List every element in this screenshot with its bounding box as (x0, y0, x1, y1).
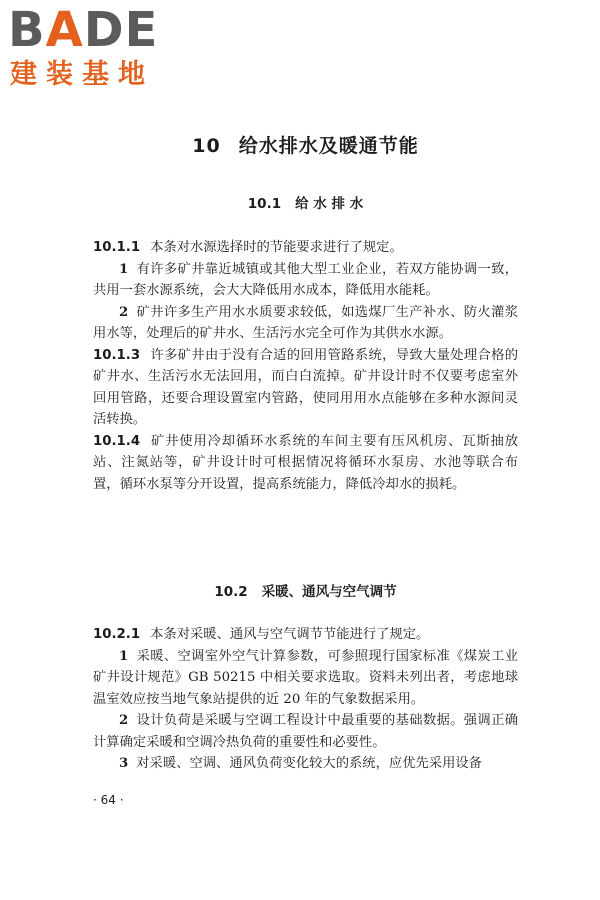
clause-item (93, 259, 518, 302)
item-number: 2 (119, 713, 129, 728)
page-number: · 64 · (93, 793, 124, 807)
section-title-text: 给 水 排 水 (295, 196, 364, 212)
section-title (93, 582, 518, 602)
clause-number: 10.2.1 (93, 627, 141, 642)
logo-subtitle: 建装基地 (10, 59, 154, 90)
logo-wordmark-part2: DE (83, 2, 159, 58)
clause (93, 237, 518, 259)
clause-number: 10.1.1 (93, 240, 141, 255)
section-body (93, 237, 518, 495)
item-text: 有许多矿井靠近城镇或其他大型工业企业，若双方能协调一致，共用一套水源系统，会大大降低用水成本，降低用水能耗。 (93, 261, 518, 298)
clause-item (93, 302, 518, 345)
clause-text: 本条对采暖、通风与空气调节节能进行了规定。 (150, 627, 430, 642)
chapter-title (93, 133, 518, 159)
clause-number: 10.1.3 (93, 347, 141, 363)
item-number: 2 (119, 304, 129, 320)
item-text: 设计负荷是采暖与空调工程设计中最重要的基础数据。强调正确计算确定采暖和空调冷热负荷的重要性和必要性。 (93, 713, 518, 750)
section-number: 10.1 (247, 196, 282, 212)
clause-item (93, 710, 518, 753)
section-body (93, 624, 518, 775)
clause-item (93, 753, 518, 775)
item-text: 矿井许多生产用水水质要求较低，如选煤厂生产补水、防火灌浆用水等，处理后的矿井水、生活污水完全可作为其供水水源。 (93, 304, 518, 341)
logo-wordmark-accent: A (45, 2, 84, 58)
chapter-number: 10 (192, 135, 221, 157)
item-text: 采暖、空调室外空气计算参数，可参照现行国家标准《煤炭工业矿井设计规范》GB 50215 中相关要求选取。资料未列出者，考虑地球温室效应按当地气象站提供的近 20 年的气象数据采用。 (93, 648, 518, 707)
clause-number: 10.1.4 (93, 433, 141, 449)
item-text: 对采暖、空调、通风负荷变化较大的系统，应优先采用设备 (136, 756, 482, 771)
item-number: 1 (119, 648, 129, 664)
clause-text: 许多矿井由于没有合适的回用管路系统，导致大量处理合格的矿井水、生活污水无法回用，而白白流掉。矿井设计时不仅要考虑室外回用管路，还要合理设置室内管路，使同用用水点能够在多种水源间灵活转换。 (93, 347, 518, 427)
logo-wordmark-part1: B (8, 2, 46, 58)
clause (93, 431, 518, 496)
clause-text: 矿井使用冷却循环水系统的车间主要有压风机房、瓦斯抽放站、注氮站等，矿井设计时可根据情况将循环水泵房、水池等联合布置，循环水泵等分开设置，提高系统能力，降低冷却水的损耗。 (93, 433, 518, 492)
clause (93, 345, 518, 431)
item-number: 3 (119, 756, 129, 771)
chapter-title-text: 给水排水及暖通节能 (238, 135, 419, 157)
clause-text: 本条对水源选择时的节能要求进行了规定。 (150, 240, 403, 255)
clause (93, 624, 518, 646)
section-title (93, 194, 518, 214)
clause-item (93, 646, 518, 711)
document-page (93, 0, 518, 900)
section-number: 10.2 (214, 584, 248, 600)
item-number: 1 (119, 261, 129, 277)
section-title-text: 采暖、通风与空气调节 (261, 584, 397, 600)
